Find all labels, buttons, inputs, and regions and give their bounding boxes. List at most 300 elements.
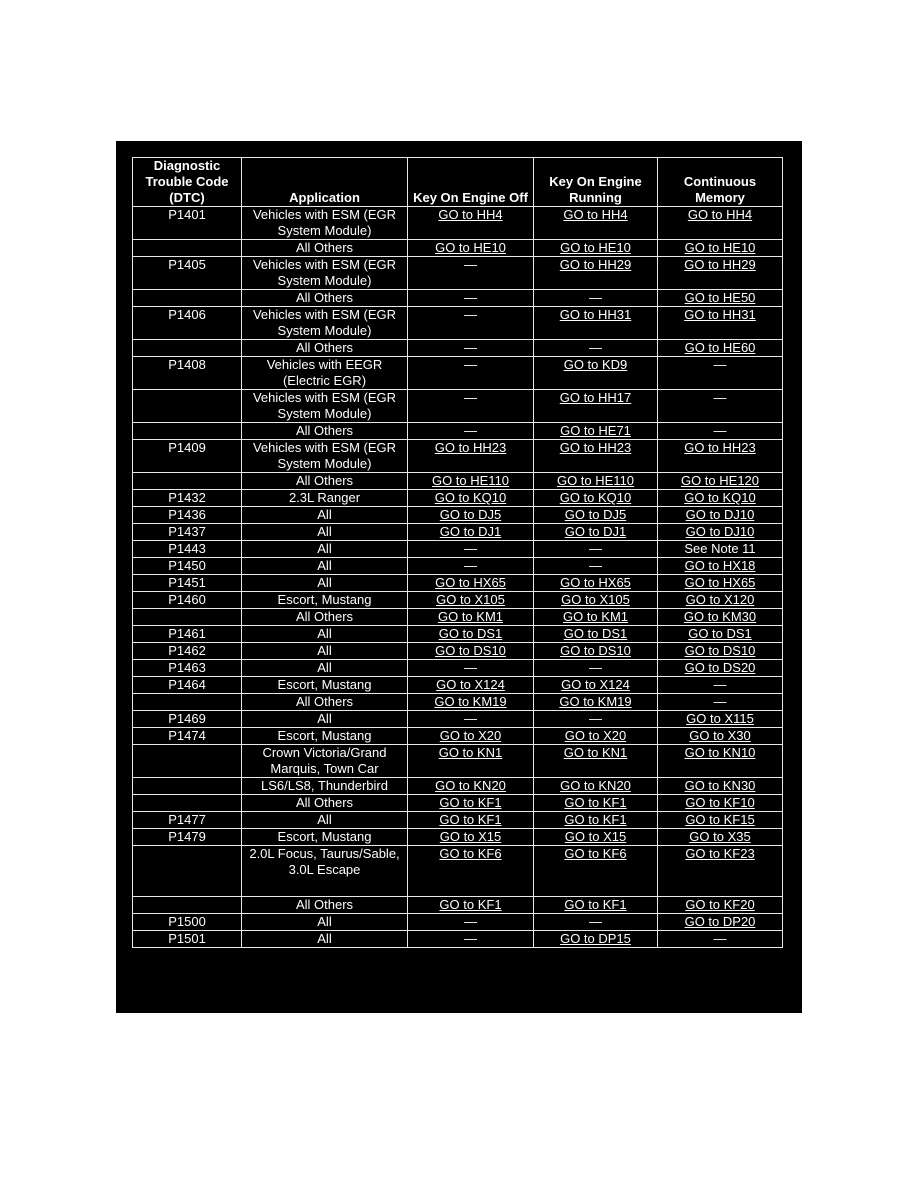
key-on-engine-off-cell bbox=[408, 931, 534, 948]
dtc-code-cell bbox=[133, 307, 242, 340]
table-row bbox=[133, 423, 783, 440]
procedure-link[interactable]: GO to KN1 bbox=[563, 745, 628, 760]
not-applicable-dash: — bbox=[464, 290, 477, 305]
application-cell bbox=[242, 897, 408, 914]
procedure-link[interactable]: GO to HE10 bbox=[684, 240, 756, 255]
table-row bbox=[133, 829, 783, 846]
key-on-engine-off-cell bbox=[408, 745, 534, 778]
not-applicable-dash: — bbox=[464, 340, 477, 355]
procedure-link[interactable]: GO to X105 bbox=[561, 592, 630, 607]
table-row bbox=[133, 207, 783, 240]
key-on-engine-running-cell bbox=[534, 778, 658, 795]
table-row bbox=[133, 728, 783, 745]
application-text: Escort, Mustang bbox=[277, 677, 372, 692]
application-text: 2.0L Focus, Taurus/Sable, 3.0L Escape bbox=[249, 846, 400, 877]
table-row bbox=[133, 795, 783, 812]
key-on-engine-running-cell bbox=[534, 575, 658, 592]
key-on-engine-running-cell bbox=[534, 694, 658, 711]
not-applicable-dash: — bbox=[589, 558, 602, 573]
dtc-code-cell bbox=[133, 795, 242, 812]
table-row bbox=[133, 507, 783, 524]
dtc-code-cell bbox=[133, 240, 242, 257]
dtc-code-cell bbox=[133, 357, 242, 390]
application-text: Vehicles with ESM (EGR System Module) bbox=[252, 307, 397, 338]
not-applicable-dash: — bbox=[589, 290, 602, 305]
application-cell bbox=[242, 643, 408, 660]
procedure-link[interactable]: GO to HH31 bbox=[559, 307, 632, 322]
dtc-code-cell bbox=[133, 728, 242, 745]
procedure-link[interactable]: GO to DS10 bbox=[560, 643, 631, 658]
table-row bbox=[133, 473, 783, 490]
procedure-link[interactable]: GO to HH23 bbox=[559, 440, 632, 455]
dtc-code: P1408 bbox=[168, 357, 206, 372]
application-cell bbox=[242, 558, 408, 575]
continuous-memory-cell bbox=[658, 660, 783, 677]
dtc-code-cell bbox=[133, 575, 242, 592]
document-page-panel bbox=[116, 141, 802, 1013]
table-row bbox=[133, 931, 783, 948]
continuous-memory-cell bbox=[658, 609, 783, 626]
procedure-link[interactable]: GO to HH29 bbox=[559, 257, 632, 272]
table-row bbox=[133, 626, 783, 643]
procedure-link[interactable]: GO to HE10 bbox=[435, 240, 506, 255]
dtc-code-cell bbox=[133, 473, 242, 490]
dtc-code: P1462 bbox=[168, 643, 206, 658]
application-text: All Others bbox=[295, 340, 354, 355]
key-on-engine-off-cell bbox=[408, 660, 534, 677]
application-cell bbox=[242, 423, 408, 440]
procedure-link[interactable]: GO to KM1 bbox=[562, 609, 629, 624]
procedure-link[interactable]: GO to KF6 bbox=[439, 846, 502, 861]
table-row bbox=[133, 745, 783, 778]
procedure-link[interactable]: GO to KF1 bbox=[564, 897, 627, 912]
procedure-link[interactable]: GO to DS1 bbox=[688, 626, 752, 641]
dtc-code: P1432 bbox=[168, 490, 206, 505]
not-applicable-dash: — bbox=[713, 931, 727, 946]
application-cell bbox=[242, 473, 408, 490]
table-row bbox=[133, 541, 783, 558]
application-text: All Others bbox=[295, 897, 354, 912]
procedure-link[interactable]: GO to DS20 bbox=[684, 660, 756, 675]
dtc-code-cell bbox=[133, 643, 242, 660]
application-cell bbox=[242, 307, 408, 340]
continuous-memory-cell bbox=[658, 795, 783, 812]
continuous-memory-cell bbox=[658, 575, 783, 592]
application-text: Escort, Mustang bbox=[277, 728, 372, 743]
dtc-code-cell bbox=[133, 257, 242, 290]
key-on-engine-running-cell bbox=[534, 626, 658, 643]
continuous-memory-cell bbox=[658, 745, 783, 778]
table-row bbox=[133, 240, 783, 257]
continuous-memory-cell bbox=[658, 592, 783, 609]
key-on-engine-off-cell bbox=[408, 357, 534, 390]
procedure-link[interactable]: GO to HX65 bbox=[435, 575, 506, 590]
not-applicable-dash: — bbox=[589, 541, 602, 556]
key-on-engine-off-cell bbox=[408, 728, 534, 745]
procedure-link[interactable]: GO to HE110 bbox=[431, 473, 510, 488]
key-on-engine-running-cell bbox=[534, 524, 658, 541]
dtc-code-cell bbox=[133, 626, 242, 643]
key-on-engine-running-cell bbox=[534, 290, 658, 307]
key-on-engine-running-cell bbox=[534, 897, 658, 914]
table-row bbox=[133, 257, 783, 290]
dtc-code: P1437 bbox=[168, 524, 206, 539]
key-on-engine-off-cell bbox=[408, 643, 534, 660]
key-on-engine-running-cell bbox=[534, 660, 658, 677]
not-applicable-dash: — bbox=[464, 711, 477, 726]
table-row bbox=[133, 490, 783, 507]
table-header-row bbox=[133, 158, 783, 207]
procedure-link[interactable]: GO to HE50 bbox=[684, 290, 756, 305]
key-on-engine-running-cell bbox=[534, 440, 658, 473]
application-cell bbox=[242, 812, 408, 829]
key-on-engine-off-cell bbox=[408, 677, 534, 694]
key-on-engine-off-cell bbox=[408, 846, 534, 897]
application-text: All bbox=[317, 507, 332, 522]
continuous-memory-cell bbox=[658, 524, 783, 541]
table-row bbox=[133, 677, 783, 694]
dtc-code-cell bbox=[133, 694, 242, 711]
application-cell bbox=[242, 207, 408, 240]
procedure-link[interactable]: GO to DJ10 bbox=[685, 507, 755, 522]
procedure-link[interactable]: GO to X20 bbox=[564, 728, 627, 743]
procedure-link[interactable]: GO to KN1 bbox=[438, 745, 503, 760]
procedure-link[interactable]: GO to KF23 bbox=[685, 846, 755, 861]
procedure-link[interactable]: GO to HX65 bbox=[560, 575, 631, 590]
procedure-link[interactable]: GO to DJ5 bbox=[439, 507, 502, 522]
key-on-engine-running-cell bbox=[534, 423, 658, 440]
procedure-link[interactable]: GO to KN30 bbox=[684, 778, 756, 793]
dtc-code: P1500 bbox=[168, 914, 206, 929]
continuous-memory-cell bbox=[658, 307, 783, 340]
procedure-link[interactable]: GO to DP15 bbox=[560, 931, 631, 946]
procedure-link[interactable]: GO to KF1 bbox=[439, 812, 502, 827]
not-applicable-dash: — bbox=[589, 711, 602, 726]
procedure-link[interactable]: GO to X35 bbox=[689, 829, 751, 844]
dtc-code-cell bbox=[133, 423, 242, 440]
procedure-link[interactable]: GO to X115 bbox=[686, 711, 754, 726]
procedure-link[interactable]: GO to KQ10 bbox=[434, 490, 507, 505]
application-text: All Others bbox=[295, 694, 354, 709]
procedure-link[interactable]: GO to X120 bbox=[685, 592, 755, 607]
application-text: Vehicles with ESM (EGR System Module) bbox=[252, 440, 397, 471]
procedure-link[interactable]: GO to HH4 bbox=[687, 207, 753, 222]
header-continuous-memory: Continuous Memory bbox=[658, 158, 783, 207]
procedure-link[interactable]: GO to KM30 bbox=[683, 609, 757, 624]
procedure-link[interactable]: GO to HE60 bbox=[684, 340, 756, 355]
key-on-engine-off-cell bbox=[408, 778, 534, 795]
procedure-link[interactable]: GO to DJ1 bbox=[564, 524, 627, 539]
dtc-code-cell bbox=[133, 490, 242, 507]
procedure-link[interactable]: GO to DS10 bbox=[684, 643, 756, 658]
dtc-code-cell bbox=[133, 340, 242, 357]
application-cell bbox=[242, 745, 408, 778]
application-cell bbox=[242, 931, 408, 948]
dtc-code: P1436 bbox=[168, 507, 206, 522]
application-cell bbox=[242, 290, 408, 307]
key-on-engine-running-cell bbox=[534, 541, 658, 558]
procedure-link[interactable]: GO to KF10 bbox=[685, 795, 755, 810]
table-row bbox=[133, 914, 783, 931]
application-cell bbox=[242, 609, 408, 626]
continuous-memory-cell bbox=[658, 490, 783, 507]
key-on-engine-off-cell bbox=[408, 390, 534, 423]
procedure-link[interactable]: GO to HH23 bbox=[684, 440, 756, 455]
dtc-code-cell bbox=[133, 931, 242, 948]
application-text: All Others bbox=[295, 795, 354, 810]
application-text: All bbox=[317, 541, 332, 556]
application-cell bbox=[242, 507, 408, 524]
key-on-engine-off-cell bbox=[408, 829, 534, 846]
procedure-link[interactable]: GO to HH29 bbox=[684, 257, 756, 272]
application-text: All Others bbox=[295, 290, 354, 305]
application-text: All bbox=[317, 812, 332, 827]
key-on-engine-running-cell bbox=[534, 240, 658, 257]
continuous-memory-cell bbox=[658, 207, 783, 240]
dtc-code: P1406 bbox=[168, 307, 206, 322]
application-text: LS6/LS8, Thunderbird bbox=[261, 778, 388, 793]
application-cell bbox=[242, 592, 408, 609]
procedure-link[interactable]: GO to X105 bbox=[436, 592, 505, 607]
procedure-link[interactable]: GO to HH31 bbox=[684, 307, 756, 322]
continuous-memory-cell bbox=[658, 558, 783, 575]
key-on-engine-off-cell bbox=[408, 423, 534, 440]
not-applicable-dash: — bbox=[464, 307, 477, 322]
key-on-engine-off-cell bbox=[408, 524, 534, 541]
dtc-code: P1450 bbox=[168, 558, 206, 573]
dtc-code: P1463 bbox=[168, 660, 206, 675]
note-text: See Note 11 bbox=[684, 541, 756, 556]
continuous-memory-cell bbox=[658, 340, 783, 357]
table-row bbox=[133, 307, 783, 340]
key-on-engine-off-cell bbox=[408, 440, 534, 473]
key-on-engine-running-cell bbox=[534, 931, 658, 948]
procedure-link[interactable]: GO to KF1 bbox=[439, 795, 502, 810]
continuous-memory-cell bbox=[658, 541, 783, 558]
key-on-engine-off-cell bbox=[408, 490, 534, 507]
procedure-link[interactable]: GO to KQ10 bbox=[559, 490, 632, 505]
procedure-link[interactable]: GO to HX65 bbox=[684, 575, 756, 590]
procedure-link[interactable]: GO to KF20 bbox=[685, 897, 755, 912]
key-on-engine-off-cell bbox=[408, 290, 534, 307]
key-on-engine-running-cell bbox=[534, 643, 658, 660]
application-text: All Others bbox=[295, 473, 354, 488]
dtc-table-body bbox=[133, 207, 783, 948]
procedure-link[interactable]: GO to DJ5 bbox=[564, 507, 627, 522]
procedure-link[interactable]: GO to KF15 bbox=[685, 812, 755, 827]
key-on-engine-running-cell bbox=[534, 728, 658, 745]
continuous-memory-cell bbox=[658, 440, 783, 473]
application-cell bbox=[242, 490, 408, 507]
procedure-link[interactable]: GO to X30 bbox=[689, 728, 751, 743]
key-on-engine-off-cell bbox=[408, 592, 534, 609]
dtc-code-cell bbox=[133, 812, 242, 829]
key-on-engine-off-cell bbox=[408, 914, 534, 931]
key-on-engine-running-cell bbox=[534, 357, 658, 390]
continuous-memory-cell bbox=[658, 812, 783, 829]
application-text: All bbox=[317, 660, 332, 675]
key-on-engine-off-cell bbox=[408, 575, 534, 592]
key-on-engine-running-cell bbox=[534, 795, 658, 812]
not-applicable-dash: — bbox=[464, 357, 477, 372]
application-text: All bbox=[317, 524, 332, 539]
procedure-link[interactable]: GO to KM19 bbox=[434, 694, 507, 709]
continuous-memory-cell bbox=[658, 711, 783, 728]
procedure-link[interactable]: GO to DS1 bbox=[438, 626, 503, 641]
procedure-link[interactable]: GO to DS1 bbox=[563, 626, 628, 641]
table-row bbox=[133, 357, 783, 390]
key-on-engine-off-cell bbox=[408, 307, 534, 340]
continuous-memory-cell bbox=[658, 357, 783, 390]
procedure-link[interactable]: GO to HE10 bbox=[560, 240, 631, 255]
header-key-on-engine-running: Key On Engine Running bbox=[534, 158, 658, 207]
key-on-engine-off-cell bbox=[408, 240, 534, 257]
application-text: All Others bbox=[295, 423, 354, 438]
dtc-code: P1451 bbox=[168, 575, 206, 590]
procedure-link[interactable]: GO to KF1 bbox=[564, 812, 627, 827]
application-cell bbox=[242, 778, 408, 795]
procedure-link[interactable]: GO to HH23 bbox=[434, 440, 507, 455]
procedure-link[interactable]: GO to X124 bbox=[436, 677, 505, 692]
procedure-link[interactable]: GO to KF6 bbox=[564, 846, 627, 861]
application-cell bbox=[242, 257, 408, 290]
dtc-code: P1474 bbox=[168, 728, 206, 743]
application-cell bbox=[242, 340, 408, 357]
procedure-link[interactable]: GO to HH4 bbox=[563, 207, 628, 222]
not-applicable-dash: — bbox=[464, 257, 477, 272]
key-on-engine-off-cell bbox=[408, 626, 534, 643]
dtc-code-cell bbox=[133, 541, 242, 558]
key-on-engine-running-cell bbox=[534, 677, 658, 694]
application-cell bbox=[242, 694, 408, 711]
application-cell bbox=[242, 440, 408, 473]
procedure-link[interactable]: GO to HH17 bbox=[559, 390, 632, 405]
not-applicable-dash: — bbox=[464, 660, 477, 675]
dtc-code-cell bbox=[133, 290, 242, 307]
continuous-memory-cell bbox=[658, 423, 783, 440]
application-cell bbox=[242, 626, 408, 643]
table-row bbox=[133, 660, 783, 677]
procedure-link[interactable]: GO to HE110 bbox=[556, 473, 635, 488]
dtc-code: P1501 bbox=[168, 931, 206, 946]
not-applicable-dash: — bbox=[464, 558, 477, 573]
procedure-link[interactable]: GO to HE71 bbox=[560, 423, 631, 438]
application-cell bbox=[242, 846, 408, 897]
table-row bbox=[133, 290, 783, 307]
dtc-code-cell bbox=[133, 745, 242, 778]
procedure-link[interactable]: GO to KM1 bbox=[437, 609, 504, 624]
dtc-code-cell bbox=[133, 592, 242, 609]
dtc-code-cell bbox=[133, 507, 242, 524]
procedure-link[interactable]: GO to DS10 bbox=[435, 643, 506, 658]
application-text: Vehicles with EEGR (Electric EGR) bbox=[266, 357, 383, 388]
procedure-link[interactable]: GO to KN20 bbox=[435, 778, 506, 793]
key-on-engine-off-cell bbox=[408, 897, 534, 914]
dtc-code: P1479 bbox=[168, 829, 206, 844]
procedure-link[interactable]: GO to DJ10 bbox=[685, 524, 755, 539]
key-on-engine-running-cell bbox=[534, 558, 658, 575]
header-key-on-engine-off: Key On Engine Off bbox=[408, 158, 534, 207]
not-applicable-dash: — bbox=[589, 914, 602, 929]
continuous-memory-cell bbox=[658, 914, 783, 931]
dtc-code-cell bbox=[133, 524, 242, 541]
continuous-memory-cell bbox=[658, 728, 783, 745]
application-cell bbox=[242, 660, 408, 677]
procedure-link[interactable]: GO to KQ10 bbox=[684, 490, 756, 505]
dtc-code: P1401 bbox=[168, 207, 206, 222]
procedure-link[interactable]: GO to X20 bbox=[439, 728, 502, 743]
procedure-link[interactable]: GO to X124 bbox=[561, 677, 630, 692]
not-applicable-dash: — bbox=[713, 694, 727, 709]
table-row bbox=[133, 846, 783, 897]
table-row bbox=[133, 812, 783, 829]
procedure-link[interactable]: GO to KN10 bbox=[684, 745, 756, 760]
application-text: Vehicles with ESM (EGR System Module) bbox=[252, 257, 397, 288]
dtc-code: P1469 bbox=[168, 711, 206, 726]
procedure-link[interactable]: GO to HH4 bbox=[438, 207, 503, 222]
continuous-memory-cell bbox=[658, 778, 783, 795]
not-applicable-dash: — bbox=[589, 660, 602, 675]
key-on-engine-off-cell bbox=[408, 711, 534, 728]
table-row bbox=[133, 778, 783, 795]
application-cell bbox=[242, 575, 408, 592]
table-row bbox=[133, 440, 783, 473]
procedure-link[interactable]: GO to KN20 bbox=[560, 778, 631, 793]
procedure-link[interactable]: GO to DJ1 bbox=[439, 524, 502, 539]
application-text: All Others bbox=[295, 609, 354, 624]
continuous-memory-cell bbox=[658, 931, 783, 948]
dtc-code-cell bbox=[133, 207, 242, 240]
procedure-link[interactable]: GO to HE120 bbox=[680, 473, 760, 488]
continuous-memory-cell bbox=[658, 257, 783, 290]
application-text: Escort, Mustang bbox=[277, 829, 372, 844]
dtc-code-cell bbox=[133, 440, 242, 473]
procedure-link[interactable]: GO to X15 bbox=[439, 829, 502, 844]
key-on-engine-off-cell bbox=[408, 609, 534, 626]
application-text: All bbox=[317, 931, 332, 946]
key-on-engine-running-cell bbox=[534, 829, 658, 846]
procedure-link[interactable]: GO to KD9 bbox=[563, 357, 628, 372]
key-on-engine-running-cell bbox=[534, 812, 658, 829]
key-on-engine-off-cell bbox=[408, 257, 534, 290]
procedure-link[interactable]: GO to X15 bbox=[564, 829, 627, 844]
table-row bbox=[133, 609, 783, 626]
application-cell bbox=[242, 390, 408, 423]
key-on-engine-off-cell bbox=[408, 473, 534, 490]
key-on-engine-off-cell bbox=[408, 207, 534, 240]
procedure-link[interactable]: GO to KF1 bbox=[439, 897, 502, 912]
continuous-memory-cell bbox=[658, 846, 783, 897]
procedure-link[interactable]: GO to KF1 bbox=[564, 795, 627, 810]
continuous-memory-cell bbox=[658, 694, 783, 711]
continuous-memory-cell bbox=[658, 290, 783, 307]
application-text: Vehicles with ESM (EGR System Module) bbox=[252, 207, 397, 238]
key-on-engine-off-cell bbox=[408, 795, 534, 812]
table-row bbox=[133, 524, 783, 541]
procedure-link[interactable]: GO to KM19 bbox=[559, 694, 632, 709]
procedure-link[interactable]: GO to HX18 bbox=[684, 558, 756, 573]
table-row bbox=[133, 592, 783, 609]
key-on-engine-running-cell bbox=[534, 846, 658, 897]
not-applicable-dash: — bbox=[464, 390, 477, 405]
procedure-link[interactable]: GO to DP20 bbox=[684, 914, 756, 929]
header-dtc: Diagnostic Trouble Code (DTC) bbox=[133, 158, 242, 207]
dtc-code-cell bbox=[133, 660, 242, 677]
key-on-engine-running-cell bbox=[534, 257, 658, 290]
continuous-memory-cell bbox=[658, 643, 783, 660]
key-on-engine-off-cell bbox=[408, 507, 534, 524]
not-applicable-dash: — bbox=[713, 357, 727, 372]
